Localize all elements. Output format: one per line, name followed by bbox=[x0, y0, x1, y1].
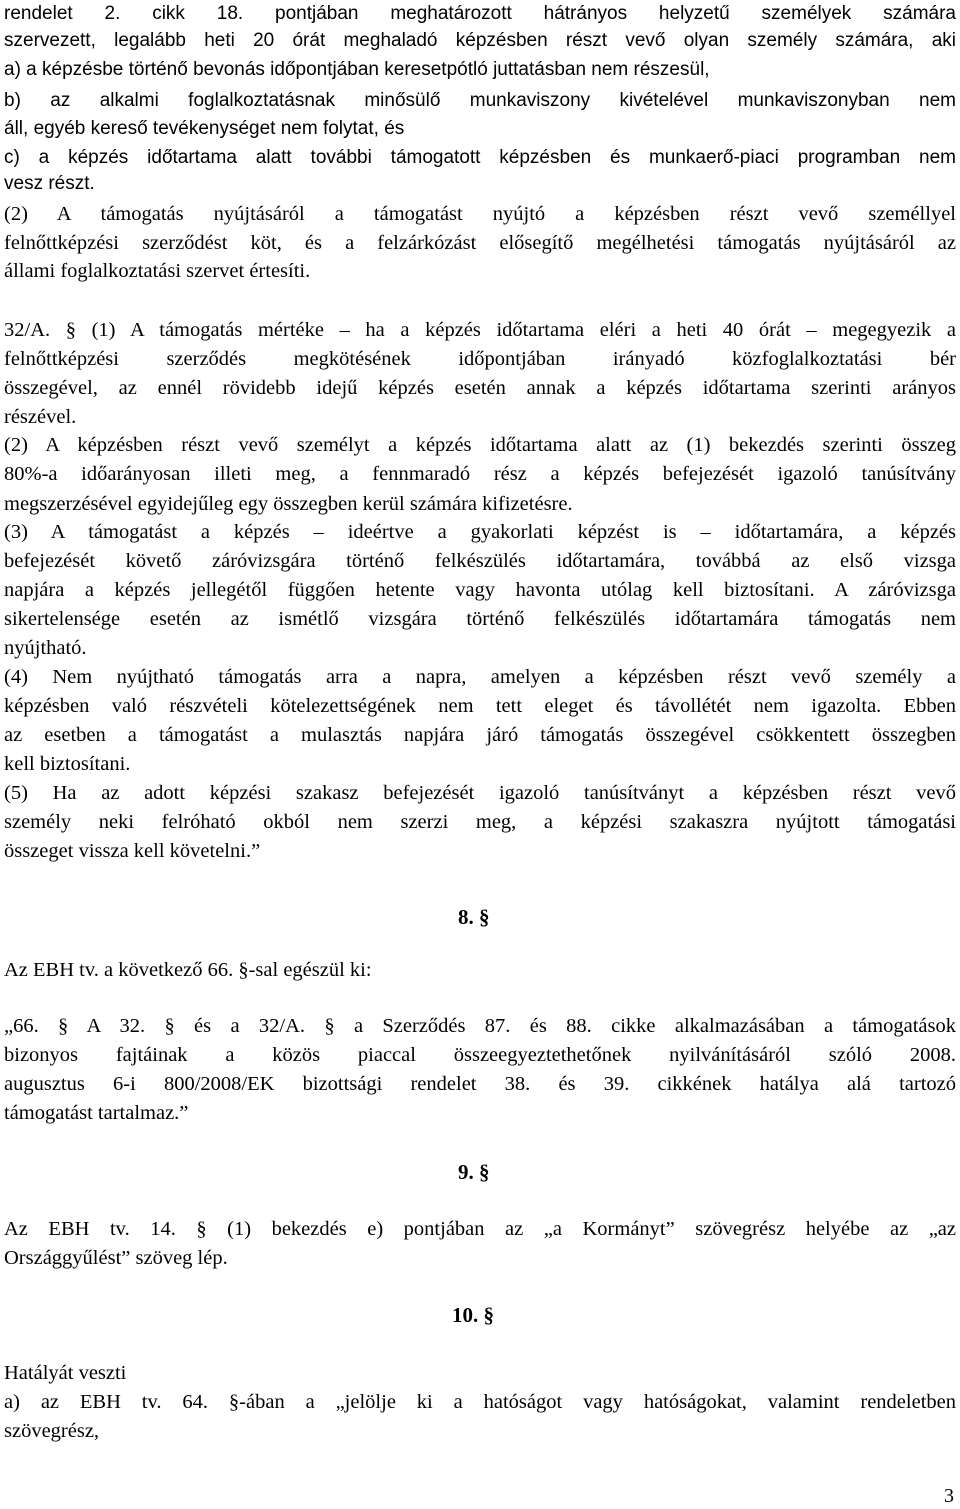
text-line: sikertelensége esetén az ismétlő vizsgára történő felkészülés időtartamára támogatás nem bbox=[4, 608, 956, 630]
text-line: Az EBH tv. a következő 66. §-sal egészül ki: bbox=[4, 959, 372, 981]
text-line: részével. bbox=[4, 406, 77, 428]
text-line: állami foglalkoztatási szervet értesíti. bbox=[4, 260, 311, 282]
section-heading: 9. § bbox=[458, 1160, 490, 1184]
text-line: összegével, az ennél rövidebb idejű képzés esetén annak a képzés időtartama szerinti arányos bbox=[4, 377, 956, 399]
text-line: augusztus 6-i 800/2008/EK bizottsági rendelet 38. és 39. cikkének hatálya alá tartozó bbox=[4, 1073, 956, 1095]
text-line: Országgyűlést” szöveg lép. bbox=[4, 1247, 228, 1269]
text-line: személy neki felróható okból nem szerzi meg, a képzési szakaszra nyújtott támogatási bbox=[4, 811, 956, 833]
section-heading: 10. § bbox=[452, 1303, 494, 1327]
text-line: támogatást tartalmaz.” bbox=[4, 1102, 189, 1124]
text-line: bizonyos fajtáinak a közös piaccal összeegyeztethetőnek nyilvánításáról szóló 2008. bbox=[4, 1044, 956, 1066]
text-line: b) az alkalmi foglalkoztatásnak minősülő munkaviszony kivételével munkaviszonyban nem bbox=[4, 90, 956, 111]
text-line: képzésben való részvételi kötelezettségének nem tett eleget és távollétét nem igazolta. Ebben bbox=[4, 695, 956, 717]
text-line: áll, egyéb kereső tevékenységet nem folytat, és bbox=[4, 118, 405, 139]
text-line: kell biztosítani. bbox=[4, 753, 131, 775]
text-line: az esetben a támogatást a mulasztás napjára járó támogatás összegével csökkentett összegben bbox=[4, 724, 956, 746]
text-line: vesz részt. bbox=[4, 173, 95, 194]
text-line: Az EBH tv. 14. § (1) bekezdés e) pontjában az „a Kormányt” szövegrész helyébe az „az bbox=[4, 1218, 956, 1240]
text-line: a) az EBH tv. 64. §-ában a „jelölje ki a hatóságot vagy hatóságokat, valamint rendeletben bbox=[4, 1391, 956, 1413]
text-line: (4) Nem nyújtható támogatás arra a napra, amelyen a képzésben részt vevő személy a bbox=[4, 666, 956, 688]
text-line: nyújtható. bbox=[4, 637, 87, 659]
text-line: 32/A. § (1) A támogatás mértéke – ha a képzés időtartama eléri a heti 40 órát – megegyezik a bbox=[4, 319, 956, 341]
text-line: szövegrész, bbox=[4, 1420, 100, 1442]
text-line: felnőttképzési szerződés megkötésének időpontjában irányadó közfoglalkoztatási bér bbox=[4, 348, 956, 370]
text-line: a) a képzésbe történő bevonás időpontjában keresetpótló juttatásban nem részesül, bbox=[4, 59, 710, 80]
text-line: napjára a képzés jellegétől függően hetente vagy havonta utólag kell biztosítani. A záróvizsga bbox=[4, 579, 956, 601]
text-line: (2) A támogatás nyújtásáról a támogatást nyújtó a képzésben részt vevő személlyel bbox=[4, 203, 956, 225]
section-heading: 8. § bbox=[458, 905, 490, 929]
text-line: (2) A képzésben részt vevő személyt a képzés időtartama alatt az (1) bekezdés szerinti összeg bbox=[4, 434, 956, 456]
text-line: (3) A támogatást a képzés – ideértve a gyakorlati képzést is – időtartamára, a képzés bbox=[4, 521, 956, 543]
text-line: szervezett, legalább heti 20 órát meghaladó képzésben részt vevő olyan személy számára, aki bbox=[4, 30, 956, 51]
text-line: rendelet 2. cikk 18. pontjában meghatározott hátrányos helyzetű személyek számára bbox=[4, 3, 956, 24]
text-line: befejezését követő záróvizsgára történő felkészülés időtartamára, továbbá az első vizsga bbox=[4, 550, 956, 572]
text-line: (5) Ha az adott képzési szakasz befejezését igazoló tanúsítványt a képzésben részt vevő bbox=[4, 782, 956, 804]
text-line: összeget vissza kell követelni.” bbox=[4, 840, 261, 862]
page-number: 3 bbox=[944, 1485, 954, 1507]
text-line: 80%-a időarányosan illeti meg, a fennmaradó rész a képzés befejezését igazoló tanúsítvány bbox=[4, 463, 956, 485]
text-line: c) a képzés időtartama alatt további támogatott képzésben és munkaerő-piaci programban nem bbox=[4, 147, 956, 168]
text-line: felnőttképzési szerződést köt, és a felzárkózást elősegítő megélhetési támogatás nyújtásáról az bbox=[4, 232, 956, 254]
text-line: megszerzésével egyidejűleg egy összegben kerül számára kifizetésre. bbox=[4, 493, 573, 515]
text-line: Hatályát veszti bbox=[4, 1362, 127, 1384]
text-line: „66. § A 32. § és a 32/A. § a Szerződés 87. és 88. cikke alkalmazásában a támogatások bbox=[4, 1015, 956, 1037]
